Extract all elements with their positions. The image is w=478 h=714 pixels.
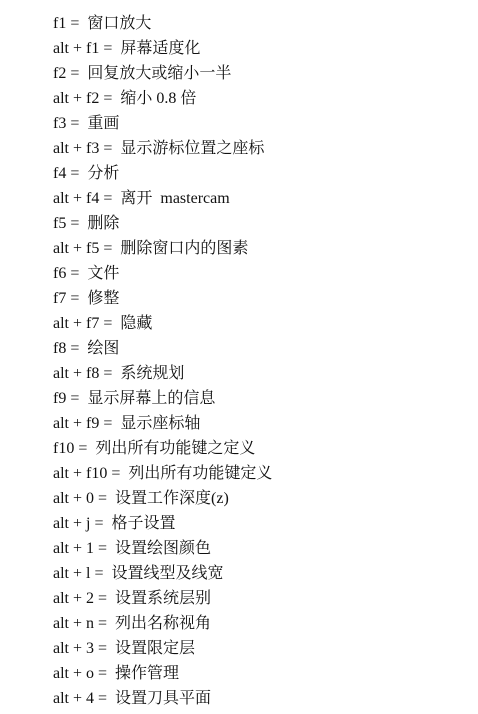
shortcut-line: f2 = 回复放大或缩小一半 bbox=[53, 65, 232, 82]
shortcut-line: alt + j = 格子设置 bbox=[53, 515, 176, 532]
shortcut-line: alt + f3 = 显示游标位置之座标 bbox=[53, 140, 265, 157]
shortcut-line: alt + n = 列出名称视角 bbox=[53, 615, 212, 632]
shortcut-line: alt + f10 = 列出所有功能键定义 bbox=[53, 465, 273, 482]
shortcut-line: alt + f5 = 删除窗口内的图素 bbox=[53, 240, 249, 257]
shortcut-line: alt + f8 = 系统规划 bbox=[53, 365, 185, 382]
shortcut-line: f3 = 重画 bbox=[53, 115, 120, 132]
shortcut-line: alt + f2 = 缩小 0.8 倍 bbox=[53, 90, 197, 107]
shortcut-line: f6 = 文件 bbox=[53, 265, 120, 282]
shortcut-line: alt + 2 = 设置系统层别 bbox=[53, 590, 212, 607]
shortcut-line: alt + 3 = 设置限定层 bbox=[53, 640, 196, 657]
shortcut-line: f1 = 窗口放大 bbox=[53, 15, 152, 32]
shortcut-line: alt + o = 操作管理 bbox=[53, 665, 180, 682]
shortcut-line: alt + 1 = 设置绘图颜色 bbox=[53, 540, 212, 557]
shortcut-line: alt + f4 = 离开 mastercam bbox=[53, 190, 230, 207]
shortcut-line: alt + f1 = 屏幕适度化 bbox=[53, 40, 201, 57]
shortcut-line: f9 = 显示屏幕上的信息 bbox=[53, 390, 216, 407]
shortcut-line: alt + l = 设置线型及线宽 bbox=[53, 565, 224, 582]
shortcut-line: alt + f7 = 隐藏 bbox=[53, 315, 153, 332]
shortcut-line: f5 = 删除 bbox=[53, 215, 120, 232]
shortcut-line: f7 = 修整 bbox=[53, 290, 120, 307]
shortcut-line: f10 = 列出所有功能键之定义 bbox=[53, 440, 256, 457]
shortcut-list bbox=[53, 11, 272, 711]
shortcut-line: f4 = 分析 bbox=[53, 165, 120, 182]
shortcut-line: f8 = 绘图 bbox=[53, 340, 120, 357]
shortcut-line: alt + 0 = 设置工作深度(z) bbox=[53, 490, 229, 507]
shortcut-line: alt + f9 = 显示座标轴 bbox=[53, 415, 201, 432]
shortcut-line: alt + 4 = 设置刀具平面 bbox=[53, 690, 212, 707]
